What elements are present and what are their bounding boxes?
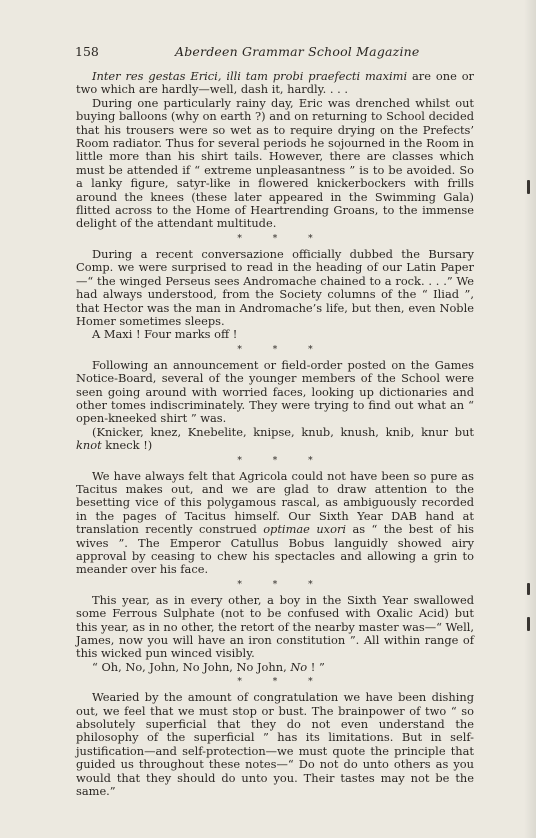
page-header	[75, 44, 475, 60]
page-number: 158	[75, 44, 99, 59]
section-separator: * * *	[237, 579, 327, 590]
italic-text: optimae uxori	[263, 522, 347, 537]
section-separator: * * *	[237, 455, 327, 466]
paragraph	[76, 248, 474, 328]
running-title: Aberdeen Grammar School Magazine	[175, 44, 420, 59]
text-run: ! ”	[307, 659, 325, 674]
text-run: During a recent conversazione officially dubbed the Bursary Comp. we were surprised to read in the heading of our Latin Paper—“ the winged Perseus sees Andromache chained to a rock. . . .” We had always understood, from the Society columns of the “ Iliad ”, that Hector was the man in Andromache’s life, but then, even Noble Homer sometimes sleeps.	[76, 246, 474, 328]
paragraph	[76, 594, 474, 661]
paragraph	[76, 661, 474, 674]
text-run: “ Oh, No, John, No John, No John,	[92, 659, 291, 674]
text-run: A Maxi ! Four marks off !	[92, 327, 238, 342]
paragraph	[76, 470, 474, 577]
italic-text: knot	[76, 438, 102, 453]
page-edge-shadow	[524, 0, 536, 838]
text-run: This year, as in every other, a boy in the Sixth Year swallowed some Ferrous Sulphate (not to be confused with Oxalic Acid) but this year, as in no other, the retort of the nearby master was—“ Well, James, now you will have an iron constitution ”. All within range of this wicked pun winced visibly.	[76, 592, 474, 661]
italic-text: Inter res gestas Erici, illi tam probi praefecti maximi	[92, 69, 408, 83]
text-run: Wearied by the amount of congratulation we have been dishing out, we feel that we must stop or bust. The brainpower of two “ so absolutely superficial that they do not even understand the philosophy of the superficial ” has its limitations. But in self-justification—and self-protection—we must quote the principle that guided us throughout these notes—“ Do not do unto others as you would that they should do unto you. Their tastes may not be the same.”	[76, 690, 474, 799]
paragraph	[76, 359, 474, 426]
italic-text: No	[290, 659, 308, 674]
text-run: are one or two which are hardly—well, dash it, hardly. . . .	[76, 69, 475, 97]
section-separator: * * *	[237, 677, 327, 688]
text-run: as “ the best of his wives ”. The Emperor Catullus Bobus languidly showed airy approval by ceasing to chew his spectacles and allowing a grin to meander over his face.	[76, 522, 474, 577]
paragraph	[76, 691, 474, 798]
text-run: kneck !)	[101, 438, 153, 453]
text-run: (Knicker, knez, Knebelite, knipse, knub, knush, knib, knur but	[92, 424, 474, 439]
text-run: We have always felt that Agricola could not have been so pure as Tacitus makes out, and we are glad to draw attention to the besetting vice of this polygamous rascal, as ambiguously recorded in the pages of Tacitus himself. Our Sixth Year DAB hand at translation recently construed	[76, 468, 474, 537]
section-separator: * * *	[237, 233, 327, 244]
text-run: Following an announcement or field-order posted on the Games Notice-Board, several of the younger members of the School were seen going around with worried faces, looking up dictionaries and other tomes indiscriminately. They were trying to find out what an “ open-kneeked shirt ” was.	[76, 357, 474, 426]
article-body	[76, 70, 474, 799]
paragraph	[76, 426, 474, 453]
section-separator: * * *	[237, 344, 327, 355]
paragraph	[76, 328, 474, 341]
text-run: During one particularly rainy day, Eric was drenched whilst out buying balloons (why on earth ?) and on returning to School decided that his trousers were so wet as to require drying on the Prefects’ Room radiator. Thus for several periods he sojourned in the Room in little more than his shirt tails. However, there are classes which must be attended if “ extreme unpleasantness ” is to be avoided. So a lanky figure, satyr-like in flowered knickerbockers with frills around the knees (these later appeared in the Swimming Gala) flitted across to the Home of Heartrending Groans, to the immense delight of the attendant multitude.	[76, 95, 474, 231]
paragraph	[76, 70, 474, 97]
paragraph	[76, 97, 474, 231]
